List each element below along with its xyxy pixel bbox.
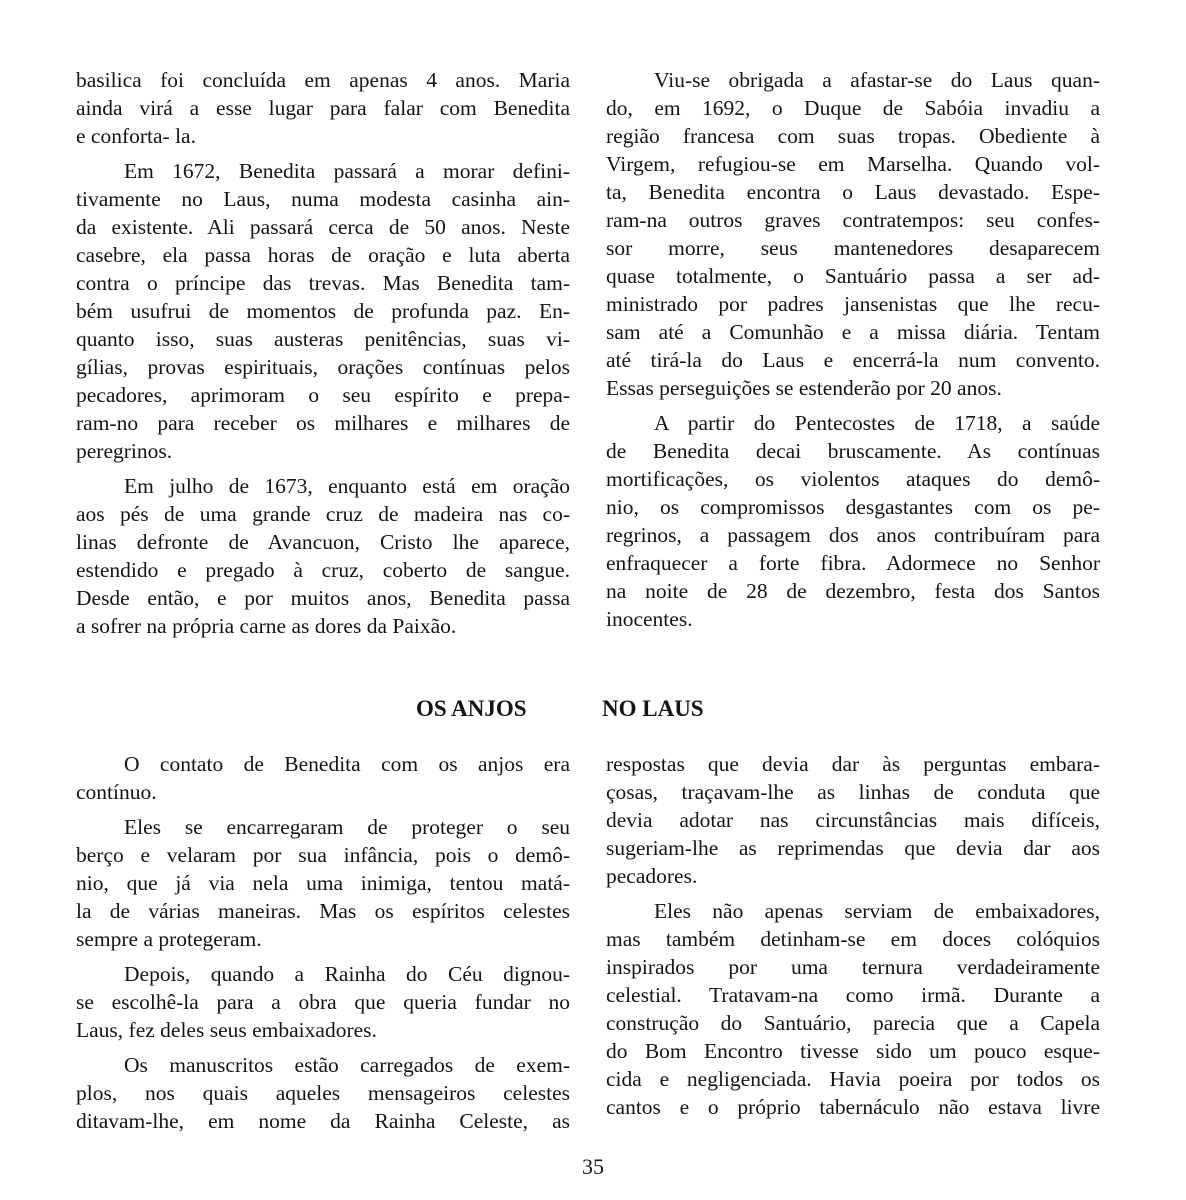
text-line: da existente. Ali passará cerca de 50 anos. Neste xyxy=(76,215,570,239)
paragraph xyxy=(76,750,570,806)
paragraph xyxy=(76,157,570,465)
text-line: Eles se encarregaram de proteger o seu xyxy=(124,815,570,839)
text-line: ram-no para receber os milhares e milhares de xyxy=(76,411,570,435)
paragraph xyxy=(76,1051,570,1135)
text-line: la de várias maneiras. Mas os espíritos celestes xyxy=(76,899,570,923)
text-line: Depois, quando a Rainha do Céu dignou- xyxy=(124,962,570,986)
text-line: quase totalmente, o Santuário passa a ser ad- xyxy=(606,264,1100,288)
paragraph xyxy=(606,409,1100,633)
text-line: do, em 1692, o Duque de Sabóia invadiu a xyxy=(606,96,1100,120)
text-line: respostas que devia dar às perguntas embara- xyxy=(606,752,1100,776)
section-heading-right: NO LAUS xyxy=(602,696,704,721)
text-line: de Benedita decai bruscamente. As contínuas xyxy=(606,439,1100,463)
text-line: até tirá-la do Laus e encerrá-la num convento. xyxy=(606,348,1100,372)
text-line: e conforta- la. xyxy=(76,124,196,148)
text-line: Em julho de 1673, enquanto está em oração xyxy=(124,474,570,498)
text-line: Virgem, refugiou-se em Marselha. Quando vol- xyxy=(606,152,1100,176)
text-line: estendido e pregado à cruz, coberto de sangue. xyxy=(76,558,570,582)
text-line: inspirados por uma ternura verdadeiramente xyxy=(606,955,1100,979)
text-line: gílias, provas espirituais, orações contínuas pelos xyxy=(76,355,570,379)
text-line: ditavam-lhe, em nome da Rainha Celeste, as xyxy=(76,1109,570,1133)
text-line: tivamente no Laus, numa modesta casinha ain- xyxy=(76,187,570,211)
text-line: região francesa com suas tropas. Obediente à xyxy=(606,124,1100,148)
text-line: Essas perseguições se estenderão por 20 anos. xyxy=(606,376,1002,400)
text-line: sor morre, seus mantenedores desaparecem xyxy=(606,236,1100,260)
text-line: sugeriam-lhe as reprimendas que devia dar aos xyxy=(606,836,1100,860)
paragraph xyxy=(606,66,1100,402)
column-right-top xyxy=(606,66,1100,640)
text-line: cantos e o próprio tabernáculo não estava livre xyxy=(606,1095,1100,1119)
text-line: bém usufrui de momentos de profunda paz. En- xyxy=(76,299,570,323)
text-line: ainda virá a esse lugar para falar com Benedita xyxy=(76,96,570,120)
text-line: pecadores. xyxy=(606,864,698,888)
text-line: Desde então, e por muitos anos, Benedita passa xyxy=(76,586,570,610)
text-line: Eles não apenas serviam de embaixadores, xyxy=(654,899,1100,923)
text-line: pecadores, aprimoram o seu espírito e prepa- xyxy=(76,383,570,407)
paragraph xyxy=(606,750,1100,890)
text-line: basilica foi concluída em apenas 4 anos. Maria xyxy=(76,68,570,92)
text-line: aos pés de uma grande cruz de madeira nas co- xyxy=(76,502,570,526)
column-left-bottom xyxy=(76,750,570,1142)
paragraph xyxy=(76,66,570,150)
text-line: se escolhê-la para a obra que queria fundar no xyxy=(76,990,570,1014)
paragraph xyxy=(76,472,570,640)
text-line: devia adotar nas circunstâncias mais difíceis, xyxy=(606,808,1100,832)
text-line: contínuo. xyxy=(76,780,157,804)
paragraph xyxy=(606,897,1100,1121)
text-line: ta, Benedita encontra o Laus devastado. Espe- xyxy=(606,180,1100,204)
column-left-top xyxy=(76,66,570,647)
text-line: mortificações, os violentos ataques do demô- xyxy=(606,467,1100,491)
text-line: na noite de 28 de dezembro, festa dos Santos xyxy=(606,579,1100,603)
text-line: A partir do Pentecostes de 1718, a saúde xyxy=(654,411,1100,435)
text-line: sempre a protegeram. xyxy=(76,927,262,951)
text-line: do Bom Encontro tivesse sido um pouco esque- xyxy=(606,1039,1100,1063)
text-line: contra o príncipe das trevas. Mas Benedita tam- xyxy=(76,271,570,295)
text-line: celestial. Tratavam-na como irmã. Durante a xyxy=(606,983,1100,1007)
text-line: nio, que já via nela uma inimiga, tentou matá- xyxy=(76,871,570,895)
text-line: çosas, traçavam-lhe as linhas de conduta que xyxy=(606,780,1100,804)
text-line: sam até a Comunhão e a missa diária. Tentam xyxy=(606,320,1100,344)
text-line: Os manuscritos estão carregados de exem- xyxy=(124,1053,570,1077)
page-number: 35 xyxy=(582,1154,604,1179)
text-line: enfraquecer a forte fibra. Adormece no Senhor xyxy=(606,551,1100,575)
text-line: quanto isso, suas austeras penitências, suas vi- xyxy=(76,327,570,351)
section-heading-left: OS ANJOS xyxy=(416,696,527,721)
paragraph xyxy=(76,813,570,953)
text-line: peregrinos. xyxy=(76,439,173,463)
column-right-bottom xyxy=(606,750,1100,1128)
text-line: linas defronte de Avancuon, Cristo lhe aparece, xyxy=(76,530,570,554)
text-line: construção do Santuário, parecia que a Capela xyxy=(606,1011,1100,1035)
text-line: berço e velaram por sua infância, pois o demô- xyxy=(76,843,570,867)
text-line: Viu-se obrigada a afastar-se do Laus quan- xyxy=(654,68,1100,92)
text-line: inocentes. xyxy=(606,607,693,631)
text-line: Em 1672, Benedita passará a morar defini- xyxy=(124,159,570,183)
text-line: O contato de Benedita com os anjos era xyxy=(124,752,570,776)
text-line: a sofrer na própria carne as dores da Paixão. xyxy=(76,614,457,638)
text-line: plos, nos quais aqueles mensageiros celestes xyxy=(76,1081,570,1105)
text-line: ministrado por padres jansenistas que lhe recu- xyxy=(606,292,1100,316)
text-line: regrinos, a passagem dos anos contribuíram para xyxy=(606,523,1100,547)
text-line: nio, os compromissos desgastantes com os pe- xyxy=(606,495,1100,519)
text-line: ram-na outros graves contratempos: seu confes- xyxy=(606,208,1100,232)
text-line: cida e negligenciada. Havia poeira por todos os xyxy=(606,1067,1100,1091)
text-line: casebre, ela passa horas de oração e luta aberta xyxy=(76,243,570,267)
text-line: mas também detinham-se em doces colóquios xyxy=(606,927,1100,951)
text-line: Laus, fez deles seus embaixadores. xyxy=(76,1018,377,1042)
paragraph xyxy=(76,960,570,1044)
